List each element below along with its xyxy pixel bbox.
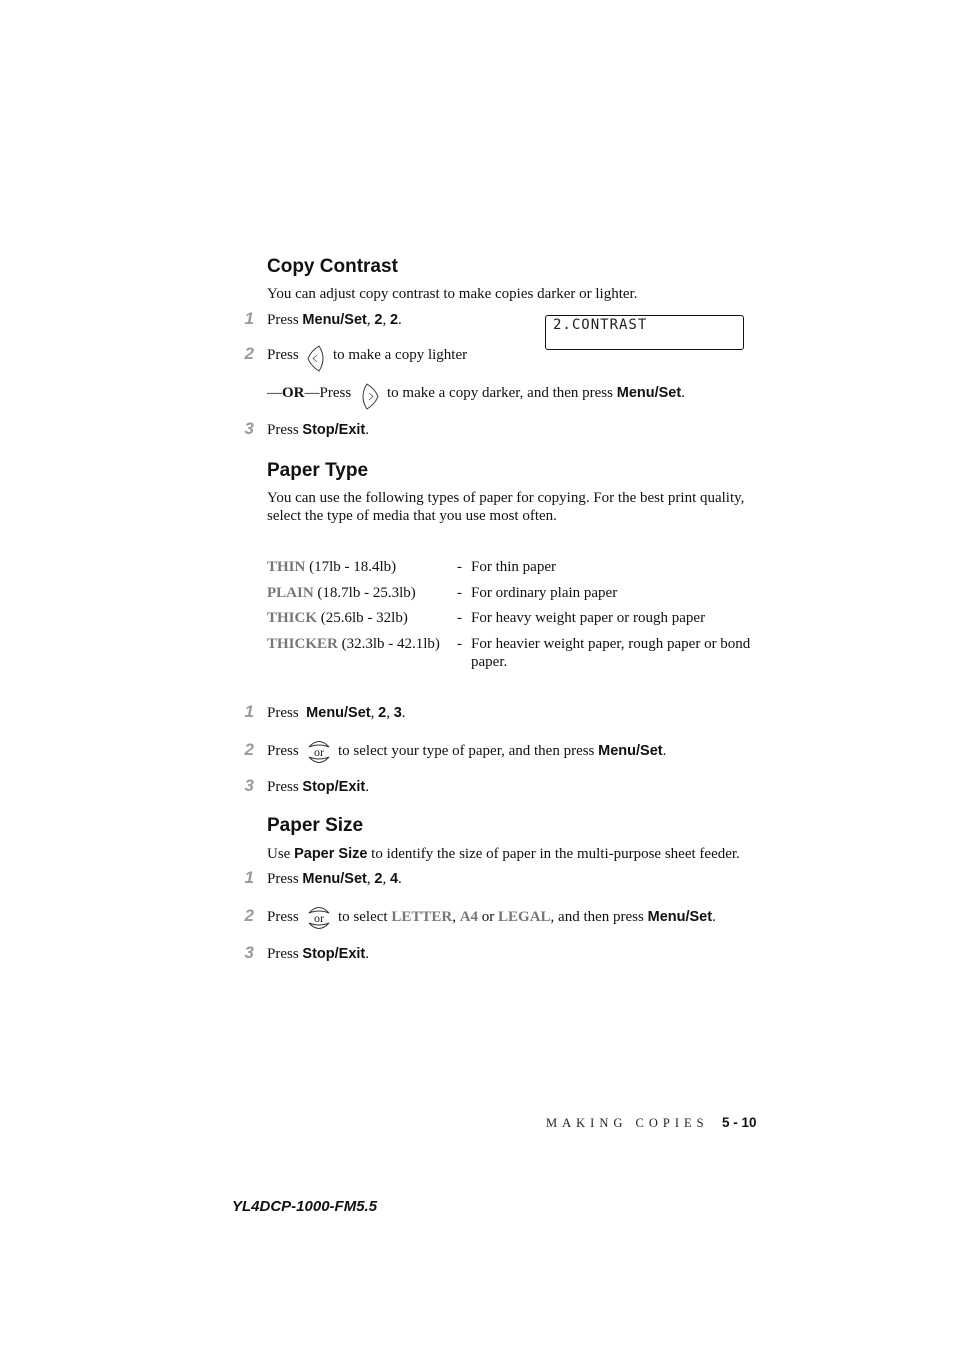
heading-copy-contrast: Copy Contrast — [267, 256, 398, 277]
heading-paper-type: Paper Type — [267, 460, 369, 481]
or-label: or — [314, 745, 324, 759]
paper-type-dash: - — [457, 636, 462, 652]
step-number: 1 — [244, 868, 254, 887]
heading-paper-size: Paper Size — [267, 815, 364, 836]
step-text: to select your type of paper, and then press Menu/Set. — [338, 743, 667, 759]
step-number: 2 — [244, 344, 254, 363]
paper-type-desc: For ordinary plain paper — [471, 585, 618, 601]
lcd-display — [545, 315, 744, 350]
paper-type-dash: - — [457, 610, 462, 626]
step-text: Press Stop/Exit. — [267, 946, 370, 962]
paper-type-dash: - — [457, 559, 462, 575]
step-number: 3 — [244, 419, 254, 438]
step-number: 2 — [244, 740, 254, 759]
step-number: 3 — [244, 943, 254, 962]
right-arrow-key-icon — [360, 383, 380, 410]
step-text: Press Menu/Set, 2, 4. — [267, 871, 402, 887]
paper-type-row: THICKER (32.3lb - 42.1lb) — [267, 636, 440, 652]
paper-type-desc: For heavy weight paper or rough paper — [471, 610, 706, 626]
lcd-text: 2.CONTRAST — [553, 317, 648, 333]
or-label: or — [314, 911, 324, 925]
paper-type-row: THICK (25.6lb - 32lb) — [267, 610, 408, 626]
up-down-arrow-keys-icon — [306, 734, 332, 770]
footer-section-title: MAKING COPIES — [546, 1116, 709, 1130]
step-number: 1 — [244, 309, 254, 328]
step-text: Press Stop/Exit. — [267, 422, 370, 438]
step-number: 3 — [244, 776, 254, 795]
paper-type-desc: For thin paper — [471, 559, 556, 575]
paper-type-dash: - — [457, 585, 462, 601]
paper-type-row: PLAIN (18.7lb - 25.3lb) — [267, 585, 416, 601]
step-text: to make a copy darker, and then press Menu/Set. — [387, 385, 685, 401]
copy-contrast-intro: You can adjust copy contrast to make copies darker or lighter. — [267, 286, 638, 302]
step-text: Press — [267, 909, 299, 925]
paper-type-row: THIN (17lb - 18.4lb) — [267, 559, 397, 575]
paper-type-desc: For heavier weight paper, rough paper or bond paper. — [471, 636, 751, 670]
paper-size-intro: Use Paper Size to identify the size of paper in the multi-purpose sheet feeder. — [267, 846, 740, 862]
step-text: Press Stop/Exit. — [267, 779, 370, 795]
step-text: to select LETTER, A4 or LEGAL, and then press Menu/Set. — [338, 909, 716, 925]
step-number: 2 — [244, 906, 254, 925]
document-code: YL4DCP-1000-FM5.5 — [232, 1198, 378, 1215]
step-number: 1 — [244, 702, 254, 721]
left-arrow-key-icon — [306, 345, 326, 372]
step-text: Press Menu/Set, 2, 3. — [267, 705, 406, 721]
page-number: 5 - 10 — [722, 1115, 757, 1130]
step-text: Press Menu/Set, 2, 2. — [267, 312, 402, 328]
paper-type-intro: You can use the following types of paper for copying. For the best print quality, select the type of media that you use most often. — [267, 490, 745, 524]
step-text: to make a copy lighter — [333, 347, 468, 363]
step-text: Press — [267, 347, 299, 363]
step-or-line: —OR—Press — [267, 385, 352, 401]
up-down-arrow-keys-icon — [306, 900, 332, 936]
step-text: Press — [267, 743, 299, 759]
